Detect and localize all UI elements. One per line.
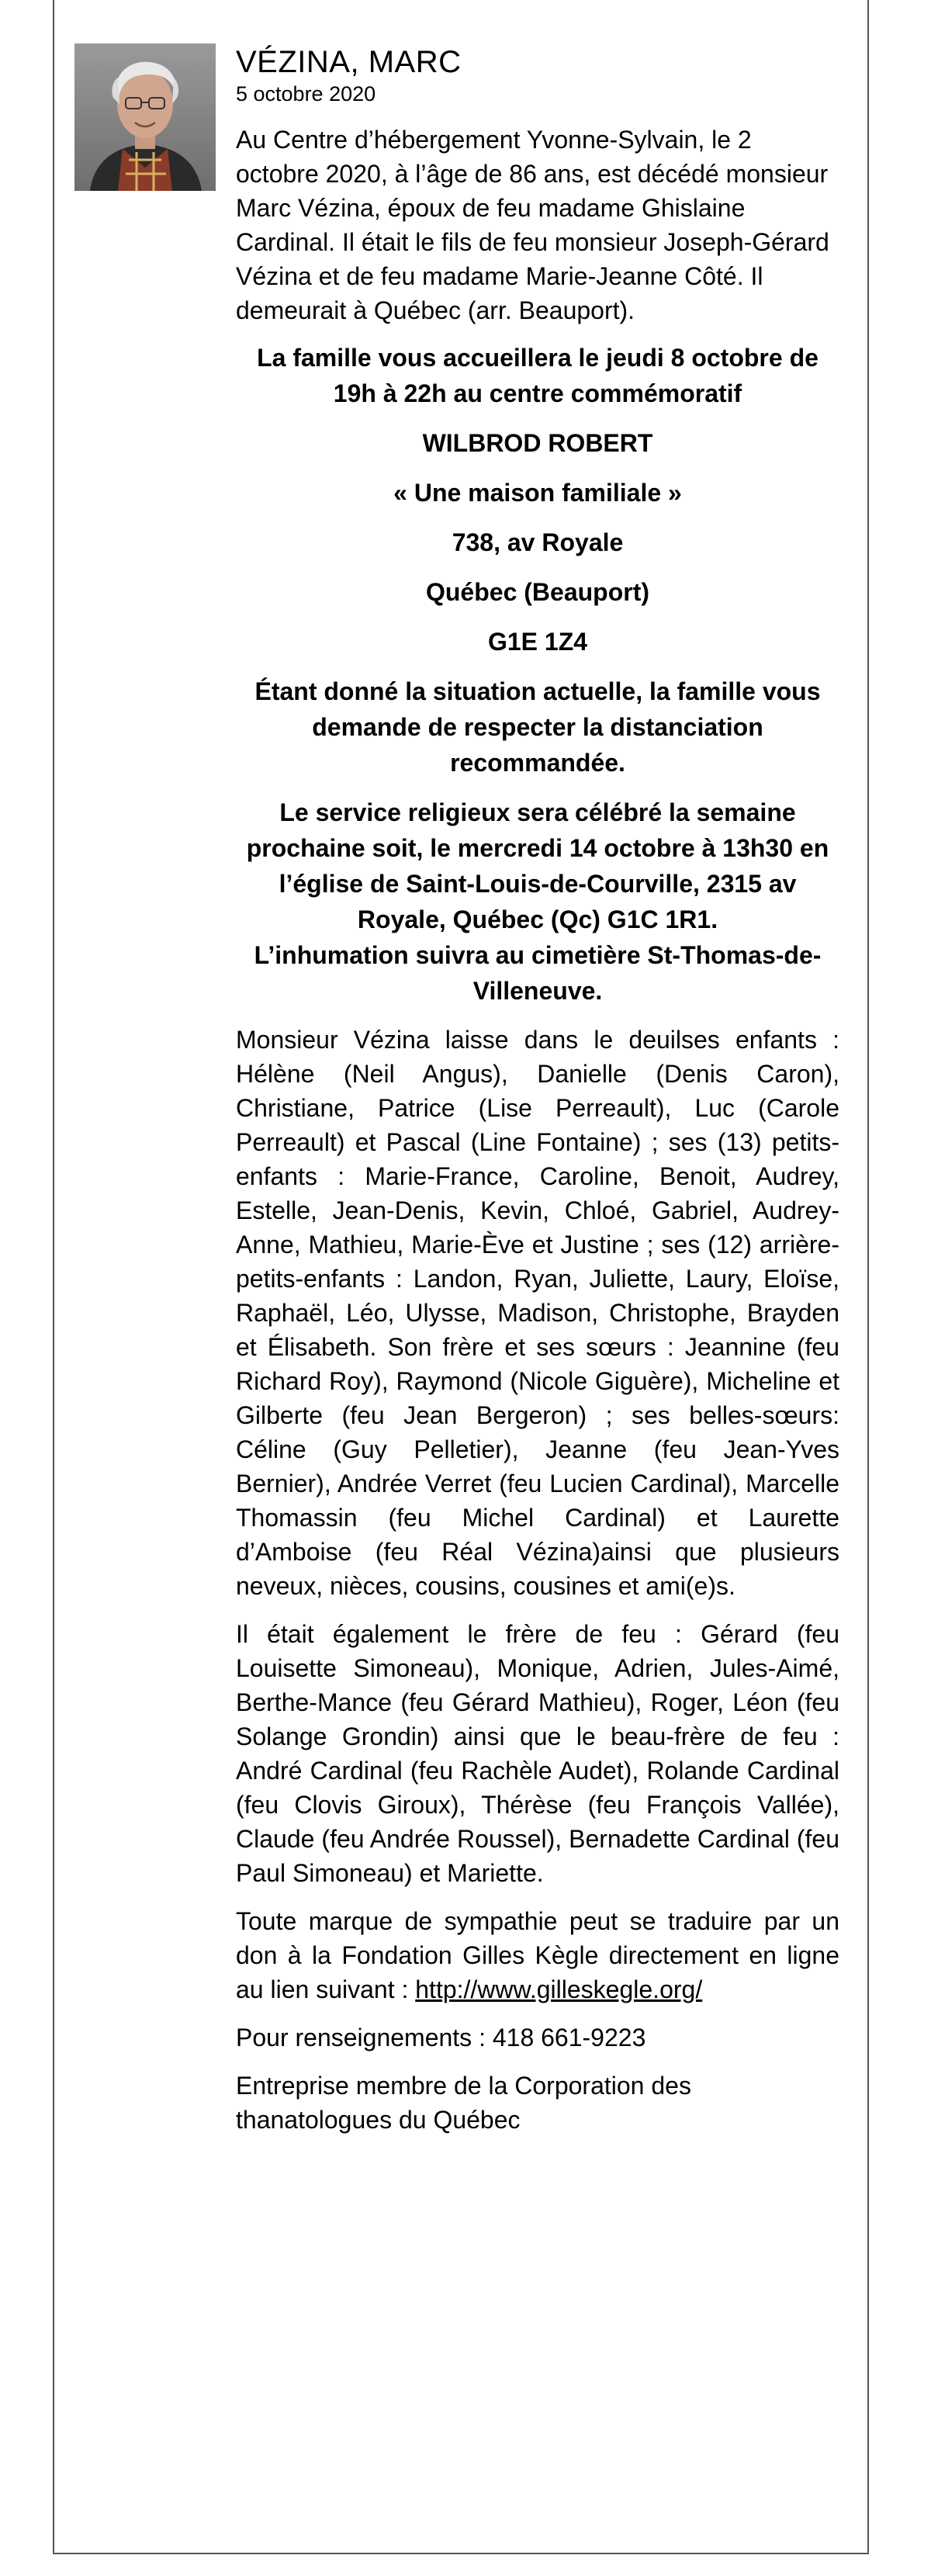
- deceased-name: VÉZINA, MARC: [236, 45, 462, 79]
- address-postal: G1E 1Z4: [487, 628, 588, 656]
- survivors-paragraph: Monsieur Vézina laisse dans le deuilses enfants : Hélène (Neil Angus), Danielle (Denis Caron), Christiane, Patrice (Lise Perreault), Luc (Carole Perreault) et Pascal (Line Fontaine) ; ses (13) petits-enfants : Marie-France, Caroline, Benoit, Audrey, Estelle, Jean-Denis, Kevin, Chloé, Gabriel, Audrey-Anne, Mathieu, Marie-Ève et Justine ; ses (12) arrière-petits-enfants : Landon, Ryan, Juliette, Laury, Eloïse, Raphaël, Léo, Ulysse, Madison, Christophe, Brayden et Élisabeth. Son frère et ses sœurs : Jeannine (feu Richard Roy), Raymond (Nicole Giguère), Micheline et Gilberte (feu Jean Bergeron) ; ses belles-sœurs: Céline (Guy Pelletier), Jeanne (feu Jean-Yves Bernier), Andrée Verret (feu Lucien Cardinal), Marcelle Thomassin (feu Michel Cardinal) et Laurette d’Amboise (feu Réal Vézina)ainsi que plusieurs neveux, nièces, cousins, cousines et ami(e)s.: [236, 1026, 839, 1600]
- portrait-image: [74, 43, 216, 191]
- visitation-info: La famille vous accueillera le jeudi 8 octobre de 19h à 22h au centre commémoratif: [257, 344, 819, 407]
- publication-date: 5 octobre 2020: [236, 82, 376, 106]
- obituary-card: [53, 0, 869, 2554]
- membership-info: Entreprise membre de la Corporation des thanatologues du Québec: [236, 2072, 691, 2134]
- funeral-home-slogan: « Une maison familiale »: [393, 479, 682, 507]
- address-city: Québec (Beauport): [425, 578, 650, 606]
- address-street: 738, av Royale: [452, 528, 624, 556]
- contact-info: Pour renseignements : 418 661-9223: [236, 2024, 646, 2051]
- donation-link[interactable]: http://www.gilleskegle.org/: [415, 1975, 703, 2003]
- funeral-home-name: WILBROD ROBERT: [422, 429, 653, 457]
- distancing-notice: Étant donné la situation actuelle, la famille vous demande de respecter la distanciation recommandée.: [254, 677, 821, 777]
- obituary-content: [236, 43, 839, 2137]
- burial-info: L’inhumation suivra au cimetière St-Thomas-de-Villeneuve.: [254, 941, 822, 1005]
- service-info: Le service religieux sera célébré la semaine prochaine soit, le mercredi 14 octobre à 13h30 en l’église de Saint-Louis-de-Courville, 2315 av Royale, Québec (Qc) G1C 1R1.: [246, 798, 829, 933]
- intro-paragraph: Au Centre d’hébergement Yvonne-Sylvain, le 2 octobre 2020, à l’âge de 86 ans, est décédé monsieur Marc Vézina, époux de feu madame Ghislaine Cardinal. Il était le fils de feu monsieur Joseph-Gérard Vézina et de feu madame Marie-Jeanne Côté. Il demeurait à Québec (arr. Beauport).: [236, 126, 829, 324]
- predeceased-paragraph: Il était également le frère de feu : Gérard (feu Louisette Simoneau), Monique, Adrien, Jules-Aimé, Berthe-Mance (feu Gérard Mathieu), Roger, Léon (feu Solange Grondin) ainsi que le beau-frère de feu : André Cardinal (feu Rachèle Audet), Rolande Cardinal (feu Clovis Giroux), Thérèse (feu François Vallée), Claude (feu Andrée Roussel), Bernadette Cardinal (feu Paul Simoneau) et Mariette.: [236, 1620, 839, 1887]
- donation-text: Toute marque de sympathie peut se traduire par un don à la Fondation Gilles Kègle directement en ligne au lien suivant :: [236, 1907, 839, 2003]
- portrait-photo: [74, 43, 216, 191]
- donation-paragraph: [236, 1904, 839, 2006]
